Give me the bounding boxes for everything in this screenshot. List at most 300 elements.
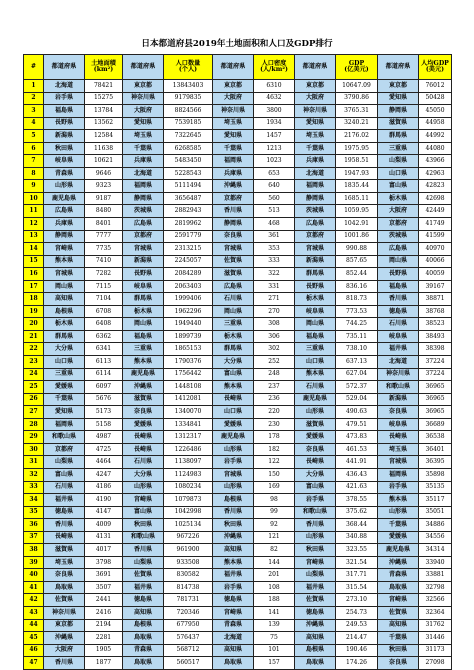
value-cell: 12584 [85,130,123,143]
prefecture-cell: 高知県 [213,644,254,657]
value-cell: 857.65 [336,255,378,268]
value-cell: 1949440 [164,318,213,331]
value-cell: 182 [254,443,295,456]
value-cell: 44992 [419,130,452,143]
value-cell: 39167 [419,280,452,293]
table-row [24,431,452,444]
prefecture-cell: 長崎県 [123,431,164,444]
prefecture-cell: 青森県 [123,644,164,657]
table-row [24,368,452,381]
prefecture-cell: 神奈川県 [295,105,336,118]
rank-cell: 36 [24,519,44,532]
prefecture-cell: 千葉県 [44,393,85,406]
column-header-unit: (美元) [425,66,445,73]
rank-cell: 46 [24,644,44,657]
rank-cell: 22 [24,343,44,356]
value-cell: 121 [254,531,295,544]
value-cell: 7539185 [164,117,213,130]
table-row [24,632,452,645]
value-cell: 735.11 [336,330,378,343]
table-row [24,180,452,193]
table-row [24,92,452,105]
column-header-label: 都道府県 [51,62,77,70]
rank-cell: 38 [24,544,44,557]
prefecture-cell: 岩手県 [44,92,85,105]
rank-cell: 42 [24,594,44,607]
prefecture-cell: 山梨県 [123,556,164,569]
value-cell: 1457 [254,130,295,143]
value-cell: 15275 [85,92,123,105]
value-cell: 98 [254,494,295,507]
value-cell: 479.51 [336,418,378,431]
table-row [24,594,452,607]
prefecture-cell: 山形県 [378,506,419,519]
prefecture-cell: 沖縄県 [44,632,85,645]
prefecture-cell: 広島県 [295,218,336,231]
value-cell: 9187 [85,192,123,205]
prefecture-cell: 岩手県 [378,481,419,494]
prefecture-cell: 秋田県 [378,644,419,657]
table-row [24,657,452,670]
value-cell: 271 [254,293,295,306]
value-cell: 33940 [419,556,452,569]
value-cell: 38871 [419,293,452,306]
value-cell: 188 [254,594,295,607]
value-cell: 773.53 [336,305,378,318]
prefecture-cell: 山梨県 [295,569,336,582]
prefecture-cell: 福岡県 [378,468,419,481]
prefecture-cell: 北海道 [123,167,164,180]
table-row [24,606,452,619]
table-body [24,80,452,670]
prefecture-cell: 秋田県 [213,519,254,532]
prefecture-cell: 宮崎県 [378,594,419,607]
rank-cell: 23 [24,356,44,369]
prefecture-cell: 徳島県 [378,305,419,318]
prefecture-cell: 群馬県 [213,343,254,356]
value-cell: 1934 [254,117,295,130]
table-row [24,192,452,205]
value-cell: 5483450 [164,155,213,168]
prefecture-cell: 大分県 [213,356,254,369]
prefecture-cell: 和歌山県 [123,531,164,544]
prefecture-cell: 愛媛県 [123,418,164,431]
column-header-label: 都道府県 [302,62,328,70]
value-cell: 321.54 [336,556,378,569]
value-cell: 1226486 [164,443,213,456]
value-cell: 40059 [419,268,452,281]
prefecture-cell: 島根県 [123,619,164,632]
prefecture-cell: 兵庫県 [213,167,254,180]
value-cell: 8401 [85,218,123,231]
prefecture-cell: 岐阜県 [123,280,164,293]
prefecture-cell: 高知県 [378,619,419,632]
prefecture-cell: 富山県 [123,506,164,519]
prefecture-cell: 奈良県 [378,657,419,670]
prefecture-cell: 石川県 [295,381,336,394]
value-cell: 38398 [419,343,452,356]
value-cell: 40970 [419,243,452,256]
prefecture-cell: 栃木県 [123,305,164,318]
value-cell: 468 [254,218,295,231]
value-cell: 306 [254,330,295,343]
table-row [24,230,452,243]
column-header-label: 都道府県 [385,62,411,70]
prefecture-cell: 長野県 [123,268,164,281]
value-cell: 7115 [85,280,123,293]
value-cell: 37224 [419,368,452,381]
value-cell: 529.04 [336,393,378,406]
rank-cell: 16 [24,268,44,281]
prefecture-cell: 島根県 [213,494,254,507]
prefecture-cell: 鳥取県 [123,632,164,645]
rank-cell: 24 [24,368,44,381]
value-cell: 157 [254,657,295,670]
prefecture-cell: 愛知県 [378,92,419,105]
value-cell: 38523 [419,318,452,331]
rank-cell: 29 [24,431,44,444]
prefecture-cell: 福井県 [378,343,419,356]
value-cell: 6341 [85,343,123,356]
prefecture-cell: 大阪府 [123,105,164,118]
value-cell: 141 [254,606,295,619]
table-row [24,117,452,130]
rank-cell: 11 [24,205,44,218]
prefecture-cell: 神奈川県 [44,606,85,619]
rank-cell: 31 [24,456,44,469]
prefecture-cell: 沖縄県 [123,381,164,394]
value-cell: 4147 [85,506,123,519]
table-row [24,330,452,343]
value-cell: 513 [254,205,295,218]
prefecture-cell: 鳥取県 [213,657,254,670]
table-row [24,406,452,419]
value-cell: 967226 [164,531,213,544]
value-cell: 308 [254,318,295,331]
column-header-prefecture [44,55,85,80]
rank-cell: 5 [24,130,44,143]
column-header-label: 都道府県 [130,62,156,70]
value-cell: 315.54 [336,581,378,594]
prefecture-cell: 鳥取県 [295,657,336,670]
prefecture-cell: 千葉県 [123,142,164,155]
prefecture-cell: 島根県 [44,305,85,318]
value-cell: 178 [254,431,295,444]
value-cell: 237 [254,381,295,394]
column-header-label: 人口数量 [175,59,201,67]
rank-cell: 19 [24,305,44,318]
rank-cell: 12 [24,218,44,231]
prefecture-cell: 群馬県 [123,293,164,306]
prefecture-cell: 岡山県 [378,255,419,268]
value-cell: 248 [254,368,295,381]
value-cell: 421.63 [336,481,378,494]
rank-cell: 41 [24,581,44,594]
value-cell: 378.55 [336,494,378,507]
column-header-prefecture [378,55,419,80]
value-cell: 461.53 [336,443,378,456]
value-cell: 31173 [419,644,452,657]
value-cell: 1865153 [164,343,213,356]
value-cell: 169 [254,481,295,494]
prefecture-cell: 千葉県 [213,142,254,155]
prefecture-cell: 静岡県 [295,192,336,205]
prefecture-cell: 宮崎県 [123,494,164,507]
prefecture-cell: 長崎県 [44,531,85,544]
table-row [24,80,452,93]
column-header-rank [24,55,44,80]
value-cell: 5676 [85,393,123,406]
value-cell: 1042.91 [336,218,378,231]
value-cell: 4247 [85,468,123,481]
value-cell: 738.10 [336,343,378,356]
value-cell: 830582 [164,569,213,582]
rank-cell: 13 [24,230,44,243]
value-cell: 1448108 [164,381,213,394]
prefecture-cell: 宮城県 [213,468,254,481]
value-cell: 249.53 [336,619,378,632]
prefecture-cell: 福島県 [295,330,336,343]
value-cell: 7104 [85,293,123,306]
value-cell: 6362 [85,330,123,343]
prefecture-cell: 青森県 [213,619,254,632]
value-cell: 43966 [419,155,452,168]
value-cell: 2176.02 [336,130,378,143]
prefecture-cell: 福井県 [213,569,254,582]
value-cell: 2882943 [164,205,213,218]
rank-cell: 3 [24,105,44,118]
prefecture-cell: 栃木県 [378,192,419,205]
value-cell: 7735 [85,243,123,256]
prefecture-cell: 佐賀県 [295,594,336,607]
column-header-population [164,55,213,80]
table-row [24,481,452,494]
value-cell: 34556 [419,531,452,544]
value-cell: 781731 [164,594,213,607]
column-header-prefecture [213,55,254,80]
rank-cell: 14 [24,243,44,256]
prefecture-cell: 大阪府 [295,92,336,105]
value-cell: 3765.31 [336,105,378,118]
value-cell: 1334841 [164,418,213,431]
rank-cell: 8 [24,167,44,180]
value-cell: 5228543 [164,167,213,180]
prefecture-cell: 富山県 [213,368,254,381]
value-cell: 568712 [164,644,213,657]
value-cell: 744.25 [336,318,378,331]
value-cell: 560 [254,192,295,205]
value-cell: 322 [254,268,295,281]
prefecture-cell: 新潟県 [378,393,419,406]
value-cell: 9646 [85,167,123,180]
value-cell: 302 [254,343,295,356]
prefecture-cell: 静岡県 [378,105,419,118]
value-cell: 99 [254,506,295,519]
prefecture-cell: 沖縄県 [295,619,336,632]
value-cell: 1025134 [164,519,213,532]
value-cell: 1685.11 [336,192,378,205]
prefecture-cell: 愛知県 [213,130,254,143]
prefecture-cell: 長崎県 [378,431,419,444]
value-cell: 42449 [419,205,452,218]
value-cell: 35051 [419,506,452,519]
value-cell: 236 [254,393,295,406]
value-cell: 5111494 [164,180,213,193]
value-cell: 10647.09 [336,80,378,93]
prefecture-cell: 富山県 [295,481,336,494]
value-cell: 44080 [419,142,452,155]
value-cell: 375.62 [336,506,378,519]
prefecture-cell: 長崎県 [213,393,254,406]
value-cell: 36401 [419,443,452,456]
prefecture-cell: 山口県 [295,356,336,369]
prefecture-cell: 島根県 [295,644,336,657]
table-row [24,531,452,544]
prefecture-cell: 三重県 [44,368,85,381]
value-cell: 441.91 [336,456,378,469]
value-cell: 637.13 [336,356,378,369]
value-cell: 13562 [85,117,123,130]
prefecture-cell: 福島県 [44,105,85,118]
prefecture-cell: 新潟県 [123,255,164,268]
prefecture-cell: 大分県 [295,468,336,481]
page-title: 日本都道府县2019年土地面积和人口及GDP排行 [141,39,333,49]
prefecture-cell: 埼玉県 [213,117,254,130]
prefecture-cell: 宮崎県 [44,243,85,256]
value-cell: 990.88 [336,243,378,256]
prefecture-cell: 石川県 [123,456,164,469]
prefecture-cell: 三重県 [213,318,254,331]
value-cell: 677950 [164,619,213,632]
value-cell: 2591779 [164,230,213,243]
table-row [24,418,452,431]
value-cell: 653 [254,167,295,180]
value-cell: 6097 [85,381,123,394]
value-cell: 2194 [85,619,123,632]
prefecture-cell: 宮崎県 [213,606,254,619]
prefecture-cell: 岐阜県 [44,155,85,168]
value-cell: 42698 [419,192,452,205]
prefecture-cell: 京都府 [378,218,419,231]
value-cell: 8480 [85,205,123,218]
prefecture-cell: 秋田県 [123,519,164,532]
value-cell: 836.16 [336,280,378,293]
column-header-label: 土地面積 [91,59,116,67]
prefecture-cell: 徳島県 [44,506,85,519]
prefecture-cell: 奈良県 [123,406,164,419]
value-cell: 101 [254,644,295,657]
prefecture-cell: 宮崎県 [295,556,336,569]
rank-cell: 43 [24,606,44,619]
value-cell: 436.43 [336,468,378,481]
prefecture-cell: 鳥取県 [44,581,85,594]
prefecture-cell: 茨城県 [123,205,164,218]
column-header-unit: (亿美元) [344,66,369,73]
prefecture-cell: 山口県 [378,167,419,180]
prefecture-cell: 岡山県 [295,318,336,331]
table-row [24,619,452,632]
prefecture-cell: 埼玉県 [295,130,336,143]
value-cell: 4131 [85,531,123,544]
prefecture-cell: 鹿児島県 [213,431,254,444]
value-cell: 11638 [85,142,123,155]
column-header-label: 都道府県 [220,62,246,70]
table-row [24,519,452,532]
prefecture-cell: 山梨県 [44,456,85,469]
value-cell: 7322645 [164,130,213,143]
value-cell: 4987 [85,431,123,444]
value-cell: 9179835 [164,92,213,105]
prefecture-cell: 京都府 [295,230,336,243]
table-row [24,318,452,331]
rank-cell: 37 [24,531,44,544]
value-cell: 27098 [419,657,452,670]
value-cell: 32566 [419,594,452,607]
value-cell: 2313215 [164,243,213,256]
prefecture-cell: 岐阜県 [295,305,336,318]
prefecture-cell: 佐賀県 [44,594,85,607]
value-cell: 640 [254,180,295,193]
prefecture-cell: 熊本県 [295,368,336,381]
table-row [24,581,452,594]
rank-cell: 26 [24,393,44,406]
table-row [24,506,452,519]
value-cell: 6113 [85,356,123,369]
prefecture-cell: 福井県 [44,494,85,507]
value-cell: 44958 [419,117,452,130]
rank-cell: 34 [24,494,44,507]
rank-cell: 25 [24,381,44,394]
prefecture-cell: 大分県 [44,343,85,356]
value-cell: 1023 [254,155,295,168]
value-cell: 1079873 [164,494,213,507]
prefecture-cell: 神奈川県 [213,105,254,118]
value-cell: 560517 [164,657,213,670]
value-cell: 6114 [85,368,123,381]
rank-cell: 45 [24,632,44,645]
table-row [24,167,452,180]
value-cell: 35117 [419,494,452,507]
rank-cell: 6 [24,142,44,155]
value-cell: 3798 [85,556,123,569]
prefecture-cell: 鹿児島県 [295,393,336,406]
prefecture-cell: 宮城県 [123,243,164,256]
value-cell: 1790376 [164,356,213,369]
value-cell: 961900 [164,544,213,557]
value-cell: 1975.95 [336,142,378,155]
prefecture-cell: 広島県 [123,218,164,231]
prefecture-cell: 京都府 [44,443,85,456]
prefecture-cell: 愛媛県 [213,418,254,431]
prefecture-cell: 群馬県 [295,268,336,281]
prefecture-cell: 山形県 [44,180,85,193]
prefecture-cell: 愛知県 [295,117,336,130]
table-row [24,105,452,118]
header-row [24,55,452,80]
table-row [24,305,452,318]
value-cell: 32798 [419,581,452,594]
prefecture-cell: 和歌山県 [378,381,419,394]
column-header-unit: (人/km²) [260,66,288,73]
prefecture-cell: 福島県 [378,280,419,293]
value-cell: 41749 [419,218,452,231]
prefecture-cell: 福岡県 [44,418,85,431]
prefecture-cell: 東京都 [44,619,85,632]
table-row [24,468,452,481]
value-cell: 36538 [419,431,452,444]
column-header-prefecture [295,55,336,80]
prefecture-cell: 北海道 [44,80,85,93]
